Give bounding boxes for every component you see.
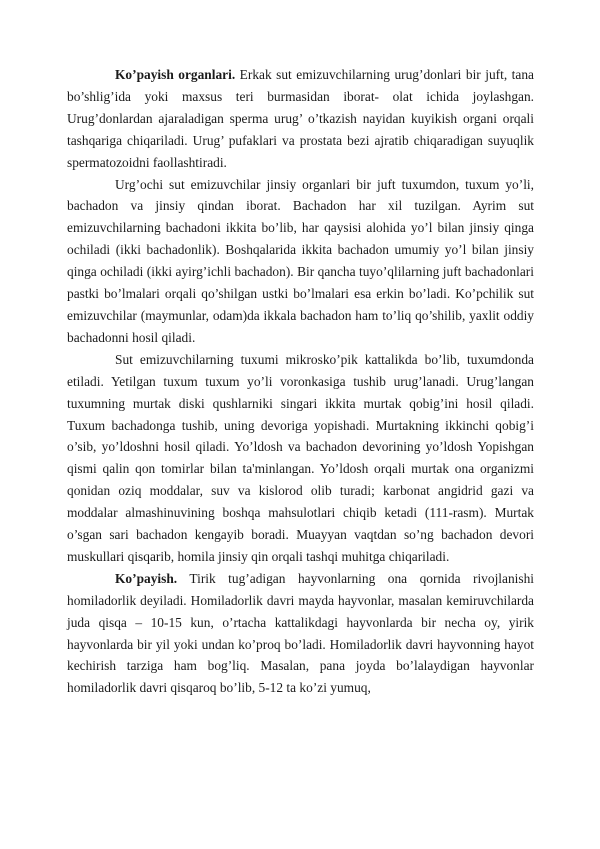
paragraph-female-organs xyxy=(67,174,534,349)
paragraph-text: Tirik tug’adigan hayvonlarning ona qornida rivojlanishi homiladorlik deyiladi. Homiladorlik davri mayda hayvonlar, masalan kemiruvchilarda juda qisqa – 10-15 kun, o’rtacha kattalikdagi hayvonlarda bir necha oy, yirik hayvonlarda bir yil yoki undan ko’proq bo’ladi. Homiladorlik davri hayvonning hayot kechirish tarziga ham bog’liq. Masalan, pana joyda bo’lalaydigan hayvonlar homiladorlik davri qisqaroq bo’lib, 5-12 ta ko’zi yumuq, xyxy=(67,570,534,696)
paragraph-text: Sut emizuvchilarning tuxumi mikrosko’pik kattalikda bo’lib, tuxumdonda etiladi. Yetilgan tuxum tuxum yo’li voronkasiga tushib urug’lanadi. Urug’langan tuxumning murtak diski qushlarniki singari ikkita murtak qobig’ini hosil qiladi. Tuxum bachadonga tushib, uning devoriga yopishadi. Murtakning ikkinchi qobig’i o’sib, yo’ldoshni hosil qiladi. Yo’ldosh va bachadon devorining yo’ldosh Yopishgan qismi qalin qon tomirlar bilan ta'minlangan. Yo’ldosh orqali murtak ona organizmi qonidan oziq moddalar, suv va kislorod olib turadi; karbonat angidrid gazi va moddalar almashinuvining boshqa mahsulotlari chiqib ketadi (111-rasm). Murtak o’sgan sari bachadon kengayib boradi. Muayyan vaqtdan so’ng bachadon devori muskullari qisqarib, homila jinsiy qin orqali tashqi muhitga chiqariladi. xyxy=(67,351,534,564)
heading-reproductive-organs: Ko’payish organlari. xyxy=(115,67,236,82)
paragraph-egg-development xyxy=(67,349,534,568)
heading-reproduction: Ko’payish. xyxy=(115,570,178,586)
paragraph-reproductive-organs xyxy=(67,64,534,174)
paragraph-text: Erkak sut emizuvchilarning urug’donlari bir juft, tana bo’shlig’ida yoki maxsus teri burmasidan iborat- olat ichida joylashgan. Urug’donlardan ajaraladigan sperma urug’ o’tkazish nayidan kuyikish organi orqali tashqariga chiqariladi. Urug’ pufaklari va prostata bezi ajratib chiqaradigan suyuqlik spermatozoidni faollashtiradi. xyxy=(67,67,534,170)
paragraph-reproduction xyxy=(67,568,534,699)
paragraph-text: Urg’ochi sut emizuvchilar jinsiy organlari bir juft tuxumdon, tuxum yo’li, bachadon va jinsiy qindan iborat. Bachadon har xil tuzilgan. Ayrim sut emizuvchilarning bachadoni ikkita bo’lib, har qaysisi alohida yo’l bilan jinsiy qinga ochiladi (ikki bachadonlik). Boshqalarida ikkita bachadon umumiy yo’l bilan jinsiy qinga ochiladi (ikki ayirg’ichli bachadon). Bir qancha tuyo’qlilarning juft bachadonlari pastki bo’lmalari orqali qo’shilgan ustki bo’lmalari esa erkin bo’ladi. Ko’pchilik sut emizuvchilar (maymunlar, odam)da ikkala bachadon ham to’liq qo’shilib, yaxlit oddiy bachadonni hosil qiladi. xyxy=(67,176,534,345)
